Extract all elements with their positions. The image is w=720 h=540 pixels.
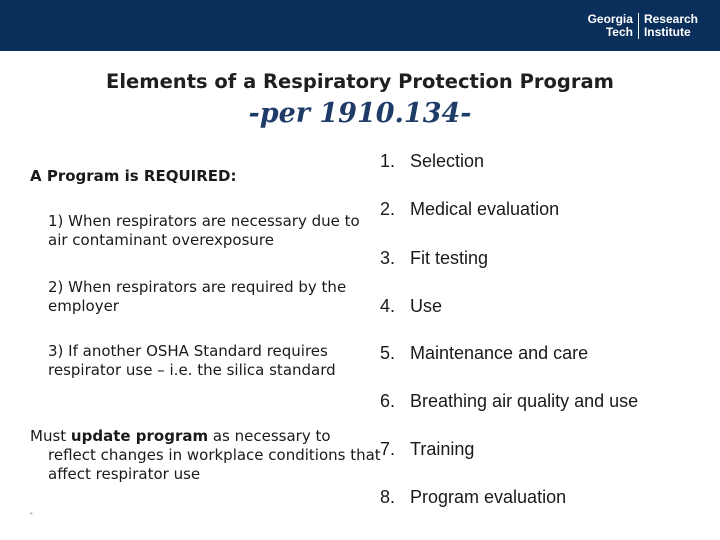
condition-3: 3) If another OSHA Standard requires respirator use – i.e. the silica standard	[48, 342, 336, 379]
list-item-label: Program evaluation	[410, 487, 567, 507]
list-item	[380, 296, 442, 317]
slide-title: Elements of a Respiratory Protection Program	[106, 70, 614, 93]
list-item-number: 4.	[380, 296, 396, 316]
list-item	[380, 343, 588, 364]
logo-georgia-text: Georgia	[587, 12, 633, 26]
list-item	[380, 248, 488, 269]
list-item	[380, 487, 566, 508]
logo-institute-text: Institute	[643, 25, 691, 39]
list-item-number: 7.	[380, 439, 396, 459]
list-item-label: Use	[410, 296, 443, 316]
list-item	[380, 439, 474, 460]
header-bar	[0, 0, 720, 51]
update-program-note	[30, 427, 383, 484]
list-item-number: 5.	[380, 343, 396, 363]
list-item-label: Maintenance and care	[410, 343, 589, 363]
logo-research-text: Research	[643, 12, 698, 26]
list-item-label: Selection	[410, 151, 485, 171]
list-item-label: Fit testing	[410, 248, 489, 268]
condition-2: 2) When respirators are required by the employer	[48, 278, 347, 315]
logo-left-text	[588, 13, 638, 39]
list-item-number: 3.	[380, 248, 396, 268]
must-prefix: Must	[30, 427, 71, 445]
list-item-number: 1.	[380, 151, 396, 171]
requirements-heading: A Program is REQUIRED:	[30, 167, 237, 185]
list-item-number: 2.	[380, 199, 396, 219]
list-item-label: Breathing air quality and use	[410, 391, 639, 411]
georgia-tech-research-institute-logo	[588, 13, 698, 39]
update-program-bold: update program	[70, 427, 209, 445]
list-item-label: Medical evaluation	[410, 199, 560, 219]
slide-subtitle: -per 1910.134-	[248, 98, 472, 129]
footnote-mark: "	[30, 512, 33, 519]
list-item	[380, 151, 484, 172]
list-item-number: 6.	[380, 391, 396, 411]
logo-tech-text: Tech	[605, 25, 633, 39]
list-item	[380, 199, 559, 220]
list-item-label: Training	[410, 439, 475, 459]
must-suffix: as necessary to reflect changes in workplace conditions that affect respirator use	[48, 427, 381, 483]
list-item-number: 8.	[380, 487, 396, 507]
logo-right-text	[639, 13, 698, 39]
condition-1: 1) When respirators are necessary due to air contaminant overexposure	[48, 212, 360, 249]
list-item	[380, 391, 638, 412]
